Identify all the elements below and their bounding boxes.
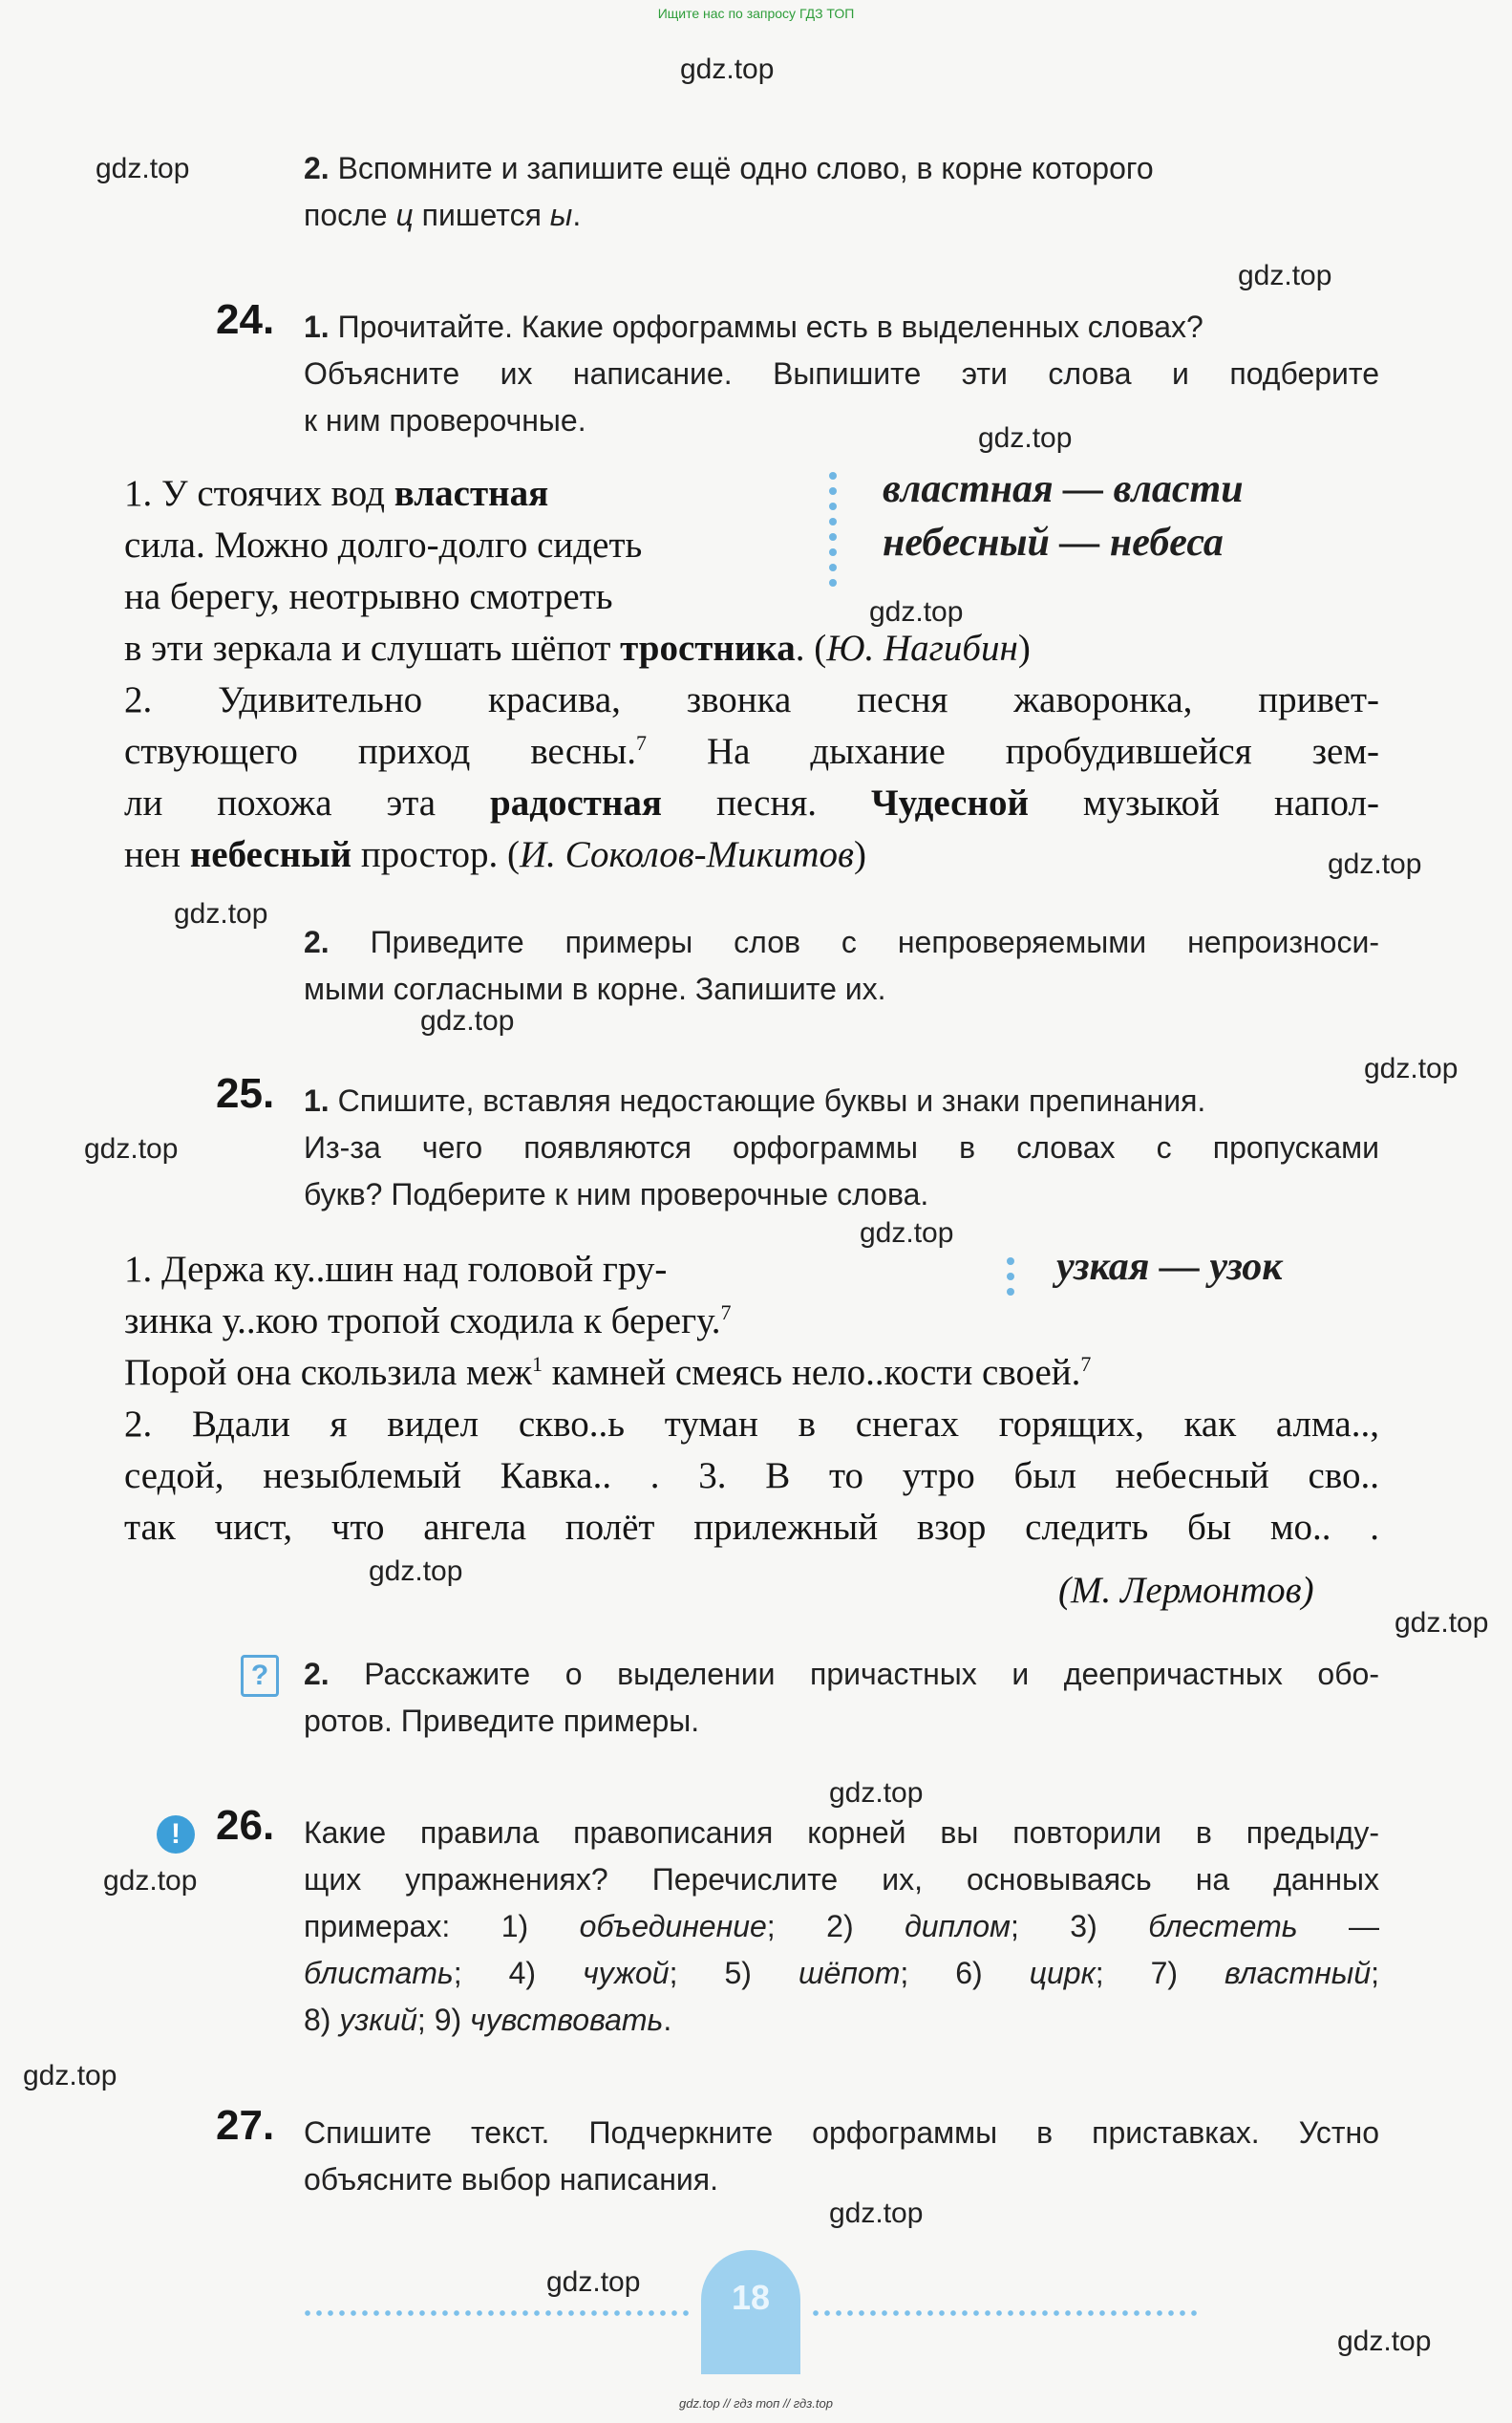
text: ; bbox=[1371, 1956, 1380, 1990]
footer-dotted-line-left bbox=[302, 2310, 693, 2316]
watermark: gdz.top bbox=[1337, 2326, 1432, 2357]
highlighted-word: радостная bbox=[490, 783, 663, 824]
example-word: чувствовать bbox=[470, 2003, 664, 2037]
site-search-banner[interactable]: Ищите нас по запросу ГДЗ ТОП bbox=[657, 6, 855, 21]
example-word: властный bbox=[1225, 1956, 1372, 1990]
ex25-text-line1: 1. Держа ку..шин над головой гру- bbox=[124, 1249, 668, 1290]
text: камней смеясь нело..кости своей. bbox=[542, 1352, 1081, 1393]
ex24-task1-line2: Объясните их написание. Выпишите эти слова и подберите bbox=[304, 356, 1379, 391]
ex25-task2-line2: ротов. Приведите примеры. bbox=[304, 1704, 700, 1738]
exercise-number-27: 27. bbox=[216, 2102, 275, 2149]
text: ; 5) bbox=[669, 1956, 799, 1990]
watermark: gdz.top bbox=[978, 422, 1073, 454]
page-number: 18 bbox=[731, 2278, 771, 2317]
ex23-task2-line1 bbox=[304, 145, 1154, 192]
ex24-text-line3: на берегу, неотрывно смотреть bbox=[124, 576, 613, 617]
side-note-check-1: узкая — узок bbox=[1056, 1245, 1283, 1289]
text: в эти зеркала и слушать шёпот bbox=[124, 628, 621, 669]
ex26-line1: Какие правила правописания корней вы повторили в предыду- bbox=[304, 1815, 1379, 1850]
watermark: gdz.top bbox=[860, 1217, 954, 1249]
footnote-mark: 7 bbox=[635, 731, 647, 755]
ex25-task1-line3: букв? Подберите к ним проверочные слова. bbox=[304, 1177, 929, 1212]
question-icon: ? bbox=[241, 1655, 279, 1697]
watermark: gdz.top bbox=[84, 1133, 179, 1165]
example-word: чужой bbox=[583, 1956, 670, 1990]
exercise-number-24: 24. bbox=[216, 296, 275, 343]
ex25-task1-line2: Из-за чего появляются орфограммы в словах с пропусками bbox=[304, 1130, 1379, 1165]
ex24-text-line1 bbox=[124, 468, 548, 520]
ex24-text-line7 bbox=[124, 778, 1379, 829]
footer-dotted-line-right bbox=[810, 2310, 1202, 2316]
watermark: gdz.top bbox=[680, 54, 775, 85]
text: музыкой напол- bbox=[1028, 783, 1379, 824]
ex24-task2-line1 bbox=[304, 919, 1379, 966]
task-number: 1. bbox=[304, 1083, 330, 1118]
letter-y: ы bbox=[549, 198, 573, 232]
text: ; 2) bbox=[766, 1909, 905, 1943]
watermark: gdz.top bbox=[546, 2266, 641, 2298]
task-number: 2. bbox=[304, 925, 330, 959]
example-word: блестеть bbox=[1148, 1909, 1298, 1943]
task-text: Вспомните и запишите ещё одно слово, в корне которого bbox=[337, 151, 1154, 185]
task-text: Расскажите о выделении причастных и деепричастных обо- bbox=[364, 1657, 1380, 1691]
author-name: (М. Лермонтов) bbox=[1058, 1570, 1314, 1611]
text: . bbox=[663, 2003, 672, 2037]
text: — bbox=[1297, 1909, 1380, 1943]
footnote-mark: 1 bbox=[531, 1352, 543, 1376]
text: ; 6) bbox=[900, 1956, 1030, 1990]
highlighted-word: властная bbox=[394, 473, 549, 514]
text: . ( bbox=[795, 628, 827, 669]
text: 1. У стоячих вод bbox=[124, 473, 394, 514]
ex25-text-line2 bbox=[124, 1296, 731, 1347]
watermark: gdz.top bbox=[829, 1777, 924, 1809]
letter-ts: ц bbox=[395, 198, 414, 232]
ex25-text-line4: 2. Вдали я видел скво..ь туман в снегах горящих, как алма.., bbox=[124, 1404, 1379, 1445]
text: ствующего приход весны. bbox=[124, 731, 636, 772]
ex24-text-line5: 2. Удивительно красива, звонка песня жаворонка, привет- bbox=[124, 679, 1379, 720]
watermark: gdz.top bbox=[420, 1005, 515, 1037]
ex24-task2-line2: мыми согласными в корне. Запишите их. bbox=[304, 972, 886, 1006]
side-note-check-2: небесный — небеса bbox=[883, 521, 1224, 565]
author-name: Ю. Нагибин bbox=[826, 628, 1018, 669]
text: ли похожа эта bbox=[124, 783, 491, 824]
watermark: gdz.top bbox=[829, 2198, 924, 2229]
task-number: 2. bbox=[304, 151, 330, 185]
task-number: 1. bbox=[304, 310, 330, 344]
text: песня. bbox=[662, 783, 871, 824]
ex26-line5 bbox=[304, 1997, 671, 2044]
text: 8) bbox=[304, 2003, 340, 2037]
task-text: Спишите, вставляя недостающие буквы и знаки препинания. bbox=[337, 1083, 1206, 1118]
ex24-task1-line1 bbox=[304, 304, 1203, 351]
text: ; 4) bbox=[453, 1956, 584, 1990]
task-text: . bbox=[572, 198, 582, 232]
highlighted-word: Чудесной bbox=[871, 783, 1029, 824]
ex24-task1-line3: к ним проверочные. bbox=[304, 403, 586, 438]
text: ; 3) bbox=[1010, 1909, 1149, 1943]
ex25-text-line6: так чист, что ангела полёт прилежный взор следить бы мо.. . bbox=[124, 1507, 1379, 1548]
ex27-line1: Спишите текст. Подчеркните орфограммы в приставках. Устно bbox=[304, 2115, 1379, 2150]
text: простор. ( bbox=[351, 834, 520, 875]
text: ; 7) bbox=[1095, 1956, 1225, 1990]
task-number: 2. bbox=[304, 1657, 330, 1691]
watermark: gdz.top bbox=[23, 2060, 117, 2091]
text: ; 9) bbox=[416, 2003, 471, 2037]
exclamation-icon: ! bbox=[157, 1815, 195, 1854]
example-word: шёпот bbox=[798, 1956, 901, 1990]
watermark: gdz.top bbox=[174, 898, 268, 930]
watermark: gdz.top bbox=[1238, 260, 1332, 291]
watermark: gdz.top bbox=[1328, 848, 1422, 880]
example-word: объединение bbox=[579, 1909, 767, 1943]
side-divider-dots bbox=[1007, 1257, 1014, 1324]
ex25-text-line3 bbox=[124, 1347, 1091, 1399]
side-divider-dots bbox=[829, 472, 837, 596]
ex24-text-line6 bbox=[124, 726, 1379, 778]
example-word: блистать bbox=[304, 1956, 454, 1990]
example-word: узкий bbox=[339, 2003, 417, 2037]
exercise-number-25: 25. bbox=[216, 1070, 275, 1117]
text: ) bbox=[1017, 628, 1031, 669]
footnote-mark: 7 bbox=[720, 1300, 732, 1324]
text: зинка у..кою тропой сходила к берегу. bbox=[124, 1300, 721, 1341]
watermark: gdz.top bbox=[1364, 1053, 1459, 1084]
ex25-task1-line1 bbox=[304, 1078, 1205, 1125]
highlighted-word: небесный bbox=[189, 834, 352, 875]
watermark: gdz.top bbox=[369, 1555, 463, 1587]
ex24-text-line2: сила. Можно долго-долго сидеть bbox=[124, 525, 643, 566]
ex27-line2: объясните выбор написания. bbox=[304, 2162, 718, 2197]
text: Порой она скользила меж bbox=[124, 1352, 532, 1393]
text: ) bbox=[853, 834, 866, 875]
ex24-text-line4 bbox=[124, 623, 1031, 675]
ex23-task2-line2 bbox=[304, 192, 581, 239]
text: На дыхание пробудившейся зем- bbox=[646, 731, 1379, 772]
task-text: после bbox=[304, 198, 396, 232]
watermark: gdz.top bbox=[1395, 1607, 1489, 1639]
ex25-task2-line1 bbox=[304, 1651, 1379, 1698]
task-text: пишется bbox=[413, 198, 550, 232]
watermark: gdz.top bbox=[96, 153, 190, 184]
watermark: gdz.top bbox=[103, 1865, 198, 1897]
ex26-line2: щих упражнениях? Перечислите их, основываясь на данных bbox=[304, 1862, 1379, 1897]
text: нен bbox=[124, 834, 190, 875]
footnote-mark: 7 bbox=[1080, 1352, 1092, 1376]
task-text: Приведите примеры слов с непроверяемыми непроизноси- bbox=[370, 925, 1380, 959]
highlighted-word: тростника bbox=[620, 628, 796, 669]
ex26-line4 bbox=[304, 1950, 1379, 1997]
site-footer-banner[interactable]: gdz.top // гдз топ // гдз.top bbox=[679, 2396, 833, 2411]
ex24-text-line8 bbox=[124, 829, 866, 881]
example-word: цирк bbox=[1029, 1956, 1096, 1990]
text: примерах: 1) bbox=[304, 1909, 580, 1943]
example-word: диплом bbox=[905, 1909, 1011, 1943]
author-name: И. Соколов-Микитов bbox=[520, 834, 854, 875]
watermark: gdz.top bbox=[869, 596, 964, 628]
ex25-text-line5: седой, незыблемый Кавка.. . 3. В то утро был небесный сво.. bbox=[124, 1455, 1379, 1496]
task-text: Прочитайте. Какие орфограммы есть в выделенных словах? bbox=[337, 310, 1203, 344]
side-note-check-1: властная — власти bbox=[883, 467, 1244, 511]
exercise-number-26: 26. bbox=[216, 1802, 275, 1849]
ex26-line3 bbox=[304, 1903, 1379, 1950]
